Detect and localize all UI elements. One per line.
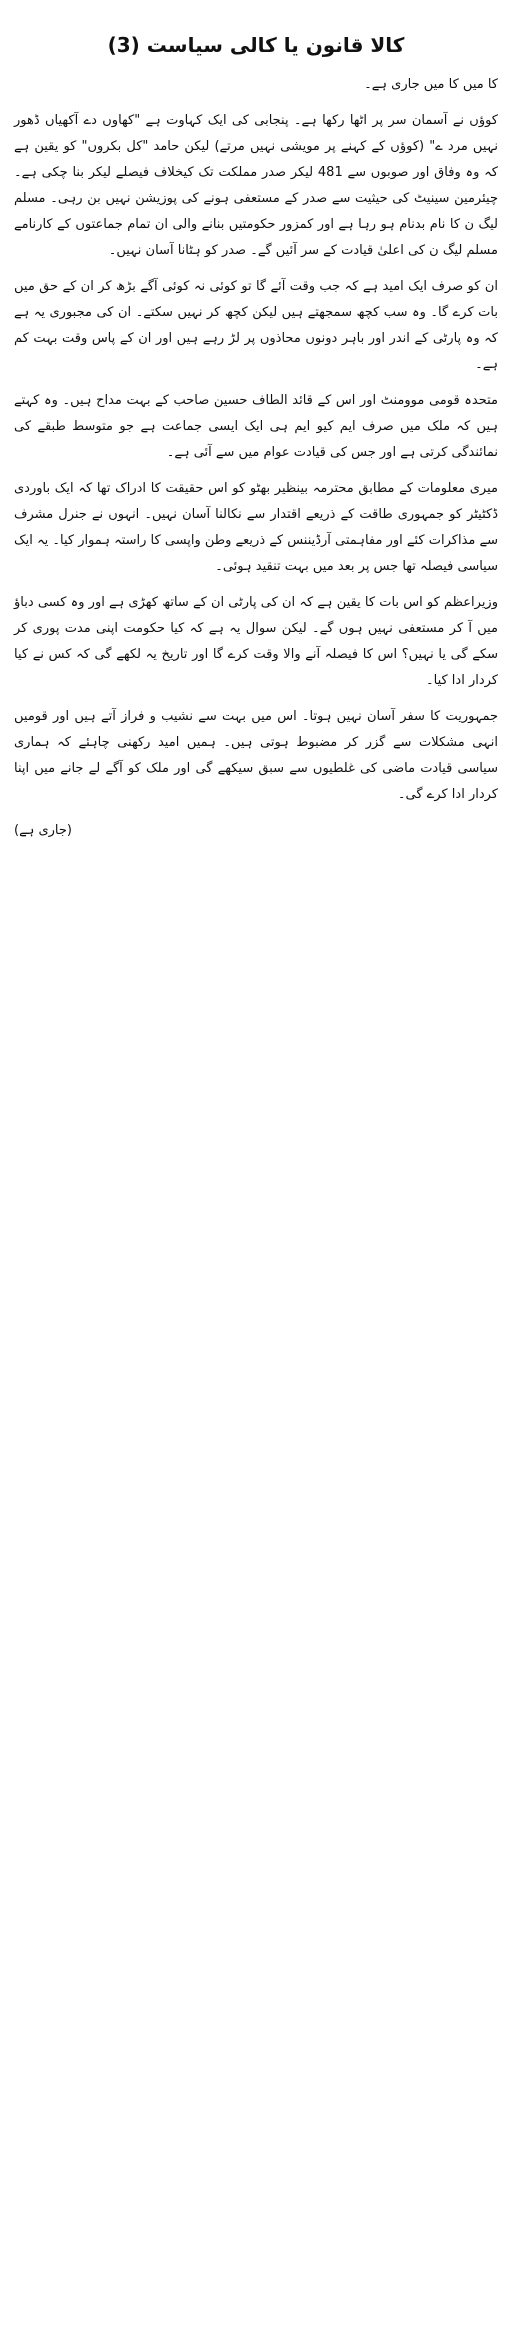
column-title: کالا قانون یا کالی سیاست (3) <box>107 33 405 57</box>
continued-note: (جاری ہے) <box>14 823 72 838</box>
article-paragraph: کا میں کا میں جاری ہے۔ <box>364 77 498 92</box>
article-body <box>14 72 498 808</box>
article-paragraph: متحدہ قومی موومنٹ اور اس کے قائد الطاف حسین صاحب کے بہت مداح ہیں۔ وہ کہتے ہیں کہ ملک میں صرف ایم کیو ایم ہی ایک ایسی جماعت ہے جو متوسط طبقے کی نمائندگی کرتی ہے اور جس کی قیادت عوام میں سے آئی ہے۔ <box>14 393 498 460</box>
article-paragraph: ان کو صرف ایک امید ہے کہ جب وقت آئے گا تو کوئی نہ کوئی آگے بڑھ کر ان کے حق میں بات کرے گا۔ وہ سب کچھ سمجھتے ہیں لیکن کچھ کر نہیں سکتے۔ ان کی مجبوری یہ ہے کہ وہ پارٹی کے اندر اور باہر دونوں محاذوں پر لڑ رہے ہیں اور ان کے پاس وقت بہت کم ہے۔ <box>14 279 498 372</box>
article-paragraph: میری معلومات کے مطابق محترمہ بینظیر بھٹو کو اس حقیقت کا ادراک تھا کہ ایک باوردی ڈکٹیٹر کو جمہوری طاقت کے ذریعے اقتدار سے نکالنا آسان نہیں۔ انہوں نے جنرل مشرف سے مذاکرات کئے اور مفاہمتی آرڈیننس کے ذریعے وطن واپسی کا راستہ ہموار کیا۔ یہ ایک سیاسی فیصلہ تھا جس پر بعد میں بہت تنقید ہوئی۔ <box>14 481 498 574</box>
article-paragraph: جمہوریت کا سفر آسان نہیں ہوتا۔ اس میں بہت سے نشیب و فراز آتے ہیں اور قومیں انہی مشکلات سے گزر کر مضبوط ہوتی ہیں۔ ہمیں امید رکھنی چاہئے کہ ہماری سیاسی قیادت ماضی کی غلطیوں سے سبق سیکھے گی اور ملک کو آگے لے جانے میں اپنا کردار ادا کرے گی۔ <box>14 709 498 802</box>
article-paragraph: کوؤں نے آسمان سر پر اٹھا رکھا ہے۔ پنجابی کی ایک کہاوت ہے "کھاوں دے آکھیاں ڈھور نہیں مرد ے" (کوؤں کے کہنے پر مویشی نہیں مرتے) لیکن حامد "کل بکروں" کو یقین ہے کہ وہ وفاق اور صوبوں سے 481 لیکر صدر مملکت تک کیخلاف فیصلے لیکر بنا چکی ہے۔ چیئرمین سینیٹ کی حیثیت سے صدر کے مستعفی ہونے کی پوزیشن نہیں بن رہی۔ مسلم لیگ ن کا نام بدنام ہو رہا ہے اور کمزور حکومتیں بنانے والی ان تمام جماعتوں کے کارنامے مسلم لیگ ن کی اعلیٰ قیادت کے سر آئیں گے۔ صدر کو ہٹانا آسان نہیں۔ <box>14 113 498 258</box>
article-paragraph: وزیراعظم کو اس بات کا یقین ہے کہ ان کی پارٹی ان کے ساتھ کھڑی ہے اور وہ کسی دباؤ میں آ کر مستعفی نہیں ہوں گے۔ لیکن سوال یہ ہے کہ کیا حکومت اپنی مدت پوری کر سکے گی یا نہیں؟ اس کا فیصلہ آنے والا وقت کرے گا اور تاریخ یہ لکھے گی کہ کس نے کیا کردار ادا کیا۔ <box>14 595 498 688</box>
